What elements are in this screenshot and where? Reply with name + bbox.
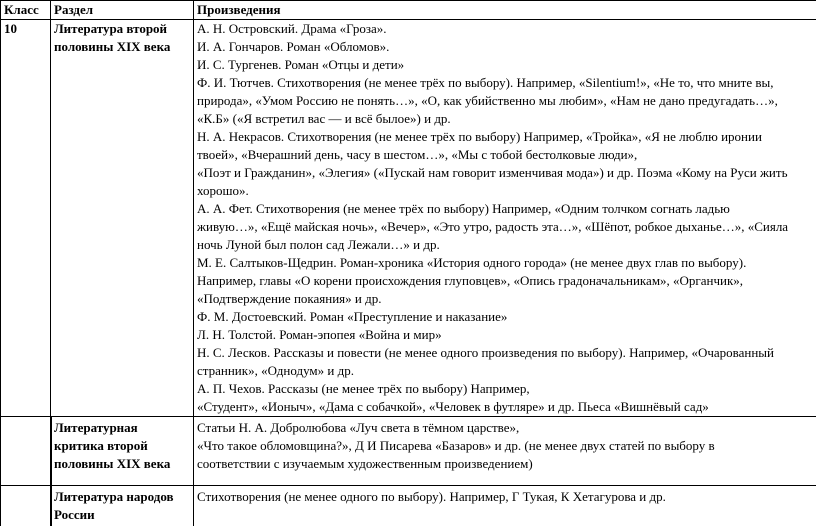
table-header-row xyxy=(1,1,816,20)
works-line: природа», «Умом Россию не понять…», «О, как убийственно мы любим», «Нам не дано предугадать…», xyxy=(197,92,813,110)
works-line: И. С. Тургенев. Роман «Отцы и дети» xyxy=(197,56,813,74)
works-line: странник», «Однодум» и др. xyxy=(197,362,813,380)
works-line: твоей», «Вчерашний день, часу в шестом…», «Мы с тобой бестолковые люди», xyxy=(197,146,813,164)
works-line: Ф. М. Достоевский. Роман «Преступление и наказание» xyxy=(197,308,813,326)
section-cell xyxy=(51,486,194,526)
table-row xyxy=(1,417,816,486)
works-line: Л. Н. Толстой. Роман-эпопея «Война и мир» xyxy=(197,326,813,344)
header-works: Произведения xyxy=(194,1,816,20)
section-line: критика второй xyxy=(54,437,190,455)
works-line: Например, главы «О корени происхождения глуповцев», «Опись градоначальникам», «Органчик», xyxy=(197,272,813,290)
section-line: Литература второй xyxy=(54,20,190,38)
works-cell xyxy=(194,486,816,526)
works-line: Н. А. Некрасов. Стихотворения (не менее трёх по выбору) Например, «Тройка», «Я не люблю иронии xyxy=(197,128,813,146)
section-line: России xyxy=(54,506,190,524)
works-line: Статьи Н. А. Добролюбова «Луч света в тёмном царстве», xyxy=(197,419,813,437)
works-line: соответствии с изучаемым художественным произведением) xyxy=(197,455,813,473)
works-cell xyxy=(194,417,816,486)
works-cell xyxy=(194,20,816,417)
works-line: М. Е. Салтыков-Щедрин. Роман-хроника «История одного города» (не менее двух глав по выбору). xyxy=(197,254,813,272)
works-line: А. А. Фет. Стихотворения (не менее трёх по выбору) Например, «Одним толчком согнать ладью xyxy=(197,200,813,218)
class-cell xyxy=(1,417,51,486)
works-line: И. А. Гончаров. Роман «Обломов». xyxy=(197,38,813,56)
works-line: Стихотворения (не менее одного по выбору). Например, Г Тукая, К Хетагурова и др. xyxy=(197,488,813,506)
section-line: половины XIX века xyxy=(54,38,190,56)
section-line: Литературная xyxy=(54,419,190,437)
section-line: Литература народов xyxy=(54,488,190,506)
works-line: «Что такое обломовщина?», Д И Писарева «Базаров» и др. (не менее двух статей по выбору в xyxy=(197,437,813,455)
class-cell xyxy=(1,486,51,526)
works-line: А. П. Чехов. Рассказы (не менее трёх по выбору) Например, xyxy=(197,380,813,398)
works-line: А. Н. Островский. Драма «Гроза». xyxy=(197,20,813,38)
class-cell: 10 xyxy=(1,20,51,417)
works-line: хорошо». xyxy=(197,182,813,200)
section-cell xyxy=(51,417,194,486)
works-line: живую…», «Ещё майская ночь», «Вечер», «Это утро, радость эта…», «Шёпот, робкое дыханье…», «Сияла xyxy=(197,218,813,236)
works-line: «Студент», «Ионыч», «Дама с собачкой», «Человек в футляре» и др. Пьеса «Вишнёвый сад» xyxy=(197,398,813,416)
table-row xyxy=(1,20,816,417)
header-class: Класс xyxy=(1,1,51,20)
works-line: Н. С. Лесков. Рассказы и повести (не менее одного произведения по выбору). Например, «Очарованный xyxy=(197,344,813,362)
section-line: половины XIX века xyxy=(54,455,190,473)
works-line: «К.Б» («Я встретил вас — и всё былое») и др. xyxy=(197,110,813,128)
table-row xyxy=(1,486,816,526)
header-section: Раздел xyxy=(51,1,194,20)
works-line: «Подтверждение покаяния» и др. xyxy=(197,290,813,308)
works-line: «Поэт и Гражданин», «Элегия» («Пускай нам говорит изменчивая мода») и др. Поэма «Кому на Руси жить xyxy=(197,164,813,182)
section-cell xyxy=(51,20,194,417)
works-line: ночь Луной был полон сад Лежали…» и др. xyxy=(197,236,813,254)
works-line: Ф. И. Тютчев. Стихотворения (не менее трёх по выбору). Например, «Silentium!», «Не то, что мните вы, xyxy=(197,74,813,92)
